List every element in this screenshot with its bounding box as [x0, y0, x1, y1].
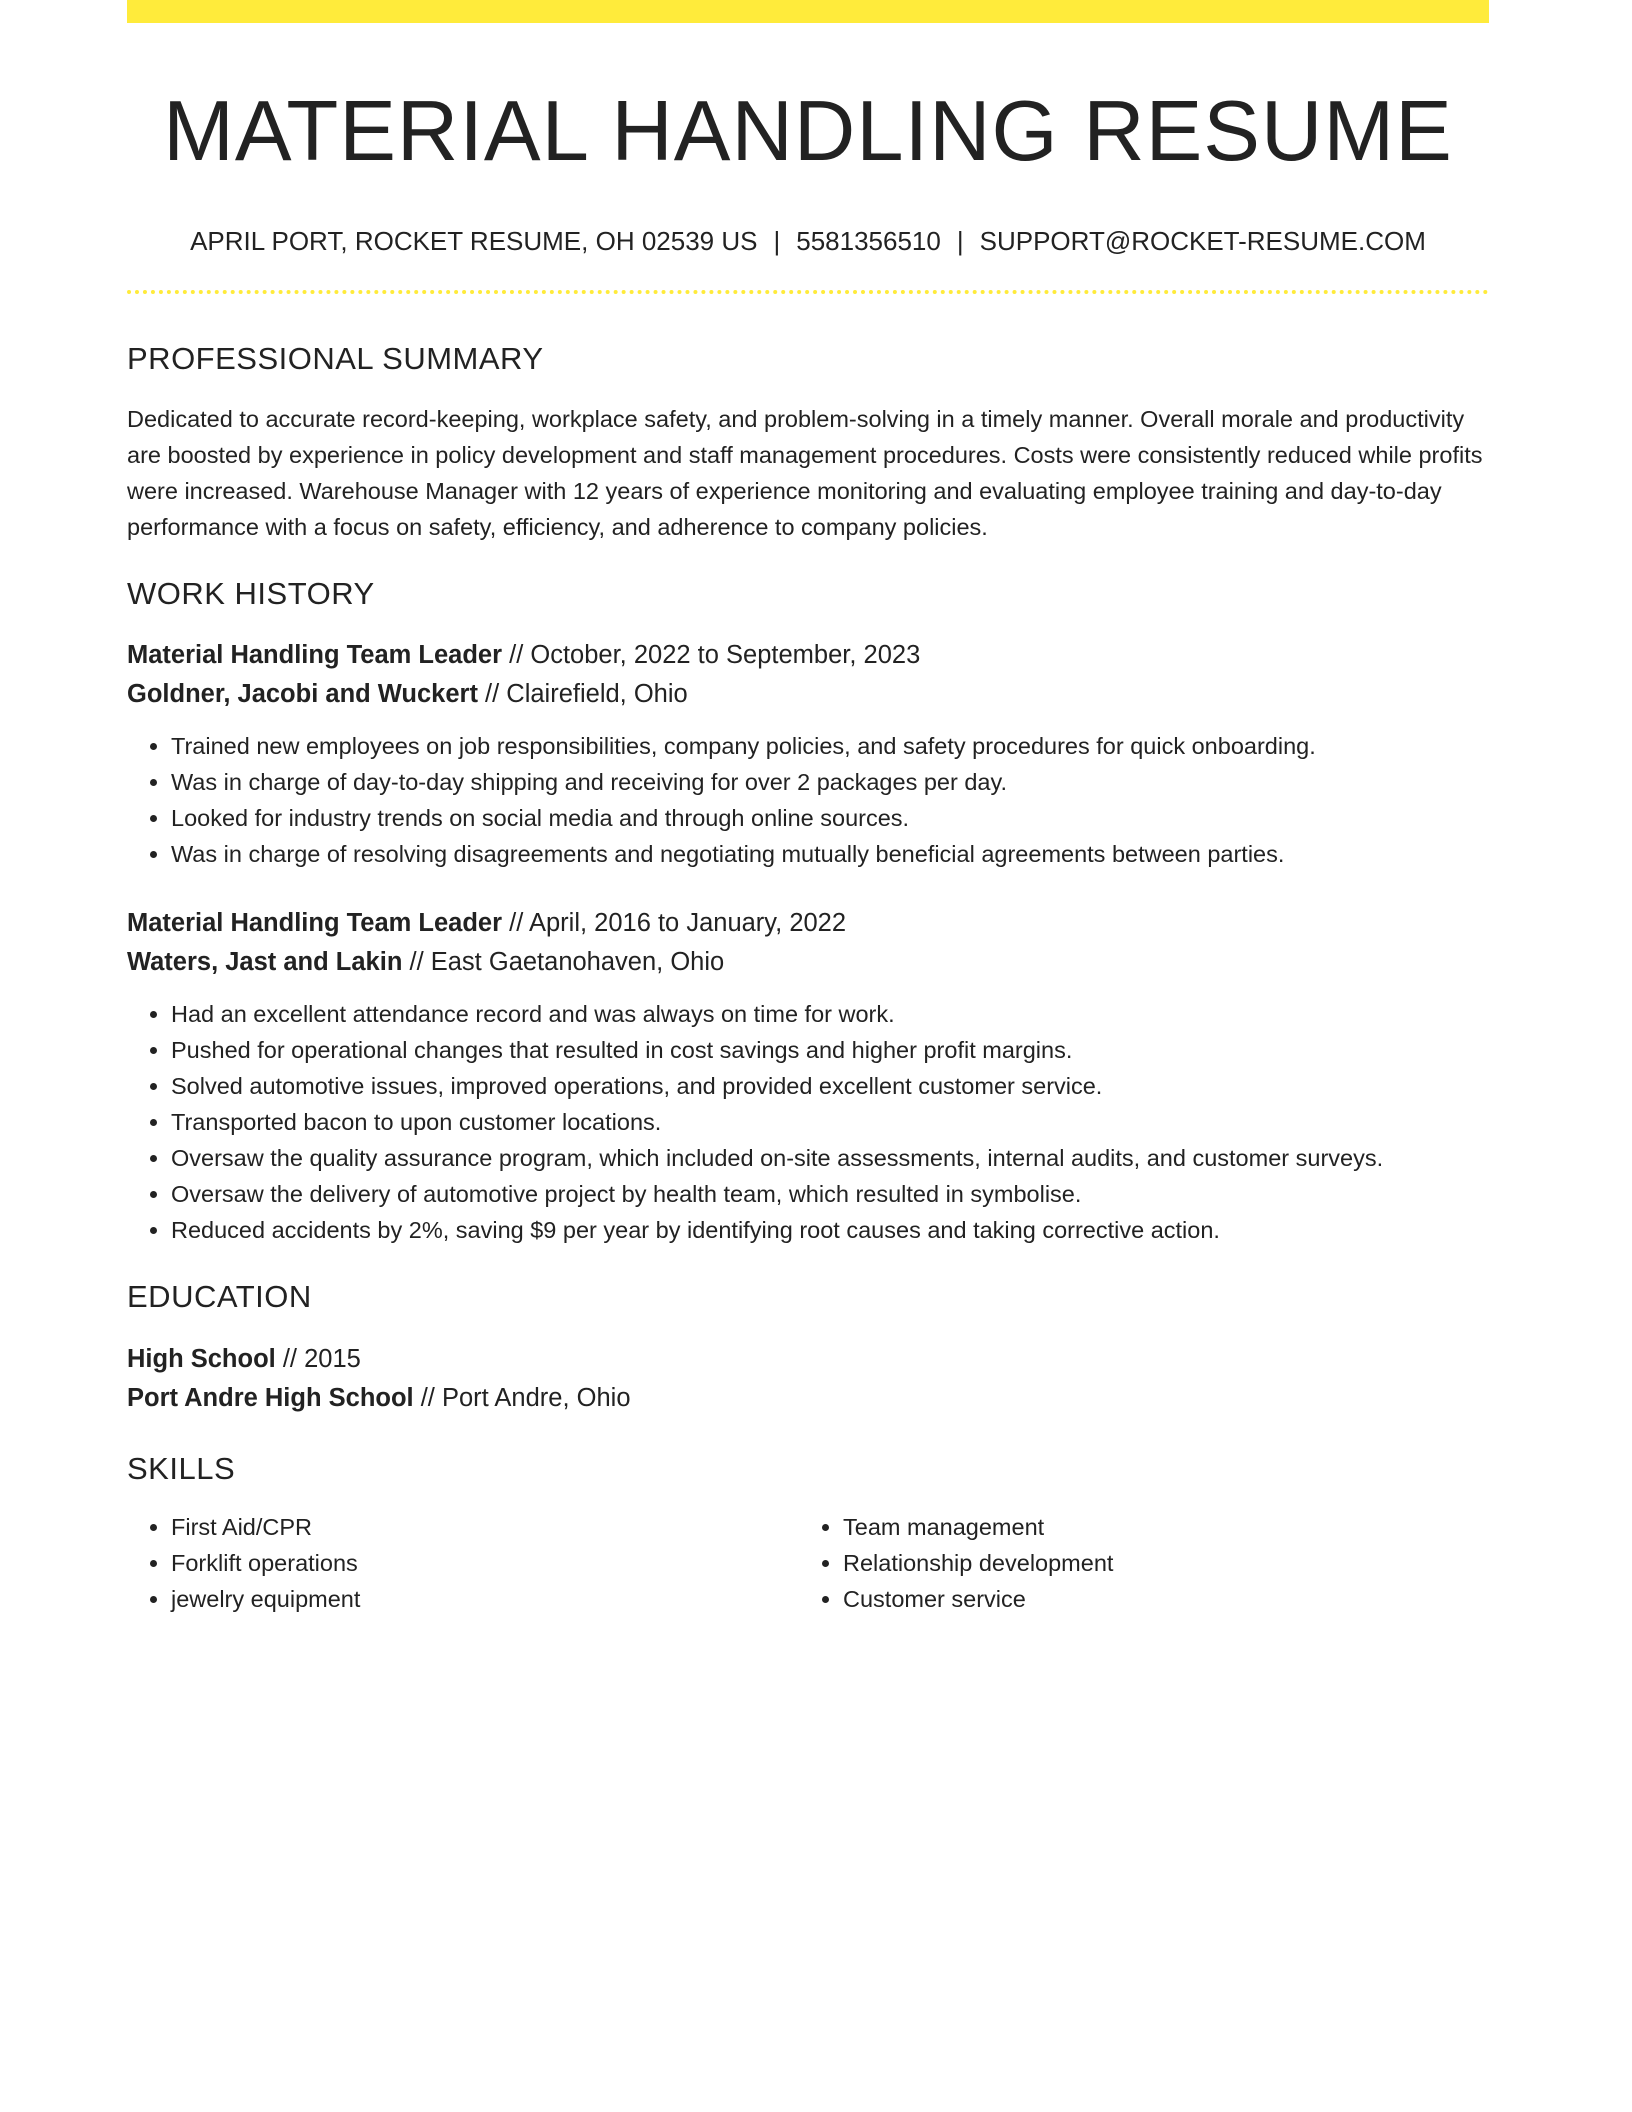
dotted-divider	[127, 290, 1489, 294]
contact-line	[127, 226, 1489, 257]
accent-bar	[127, 0, 1489, 23]
education-school: Port Andre High School	[127, 1383, 414, 1412]
job-dates: // April, 2016 to January, 2022	[502, 909, 847, 938]
job-title-line	[127, 904, 1489, 943]
skill-item: • First Aid/CPR	[171, 1509, 799, 1545]
job-location: // Clairefield, Ohio	[477, 680, 688, 709]
job-location: // East Gaetanohaven, Ohio	[402, 948, 725, 977]
job-company-line	[127, 675, 1489, 714]
job-bullet: • Pushed for operational changes that resulted in cost savings and higher profit margins.	[171, 1032, 1489, 1068]
job-entry	[127, 636, 1489, 872]
job-bullets	[127, 996, 1489, 1248]
education-year: // 2015	[275, 1344, 361, 1373]
contact-separator: |	[956, 225, 964, 256]
job-bullets	[127, 728, 1489, 872]
skills-grid	[127, 1509, 1489, 1617]
resume-title: MATERIAL HANDLING RESUME	[163, 84, 1453, 179]
education-entry	[127, 1340, 1489, 1418]
education-degree: High School	[127, 1344, 276, 1373]
job-company-line	[127, 943, 1489, 982]
skill-item: • Forklift operations	[171, 1545, 799, 1581]
job-title-line	[127, 636, 1489, 675]
skills-column-left	[127, 1509, 799, 1617]
skills-heading: SKILLS	[127, 1450, 236, 1486]
education-degree-line	[127, 1340, 1489, 1379]
job-entry	[127, 904, 1489, 1248]
contact-email[interactable]: SUPPORT@ROCKET-RESUME.COM	[979, 225, 1426, 256]
job-dates: // October, 2022 to September, 2023	[502, 641, 921, 670]
job-bullet: • Transported bacon to upon customer locations.	[171, 1104, 1489, 1140]
job-bullet: • Looked for industry trends on social media and through online sources.	[171, 800, 1489, 836]
education-school-line	[127, 1379, 1489, 1418]
job-bullet: • Reduced accidents by 2%, saving $9 per year by identifying root causes and taking corrective action.	[171, 1212, 1489, 1248]
job-company: Goldner, Jacobi and Wuckert	[127, 680, 478, 709]
job-bullet: • Solved automotive issues, improved operations, and provided excellent customer service.	[171, 1068, 1489, 1104]
job-bullet: • Oversaw the delivery of automotive project by health team, which resulted in symbolise.	[171, 1176, 1489, 1212]
job-bullet: • Had an excellent attendance record and was always on time for work.	[171, 996, 1489, 1032]
summary-text: Dedicated to accurate record-keeping, workplace safety, and problem-solving in a timely manner. Overall morale and productivity are boosted by experience in policy development and staff management procedures. Costs were consistently reduced while profits were increased. Warehouse Manager with 12 years of experience monitoring and evaluating employee training and day-to-day performance with a focus on safety, efficiency, and adherence to company policies.	[127, 406, 1483, 541]
summary-heading: PROFESSIONAL SUMMARY	[127, 340, 544, 376]
skills-column-right	[799, 1509, 1471, 1617]
skill-item: • Customer service	[843, 1581, 1471, 1617]
job-company: Waters, Jast and Lakin	[127, 948, 403, 977]
skill-item: • jewelry equipment	[171, 1581, 799, 1617]
contact-phone: 5581356510	[796, 225, 941, 256]
contact-address: APRIL PORT, ROCKET RESUME, OH 02539 US	[190, 225, 758, 256]
education-heading: EDUCATION	[127, 1279, 312, 1315]
skill-item: • Relationship development	[843, 1545, 1471, 1581]
skill-item: • Team management	[843, 1509, 1471, 1545]
education-location: // Port Andre, Ohio	[413, 1383, 631, 1412]
contact-separator: |	[773, 225, 781, 256]
job-bullet: • Trained new employees on job responsibilities, company policies, and safety procedures for quick onboarding.	[171, 728, 1489, 764]
job-title: Material Handling Team Leader	[127, 909, 503, 938]
job-bullet: • Oversaw the quality assurance program, which included on-site assessments, internal audits, and customer surveys.	[171, 1140, 1489, 1176]
work-history-heading: WORK HISTORY	[127, 576, 375, 612]
job-bullet: • Was in charge of resolving disagreements and negotiating mutually beneficial agreements between parties.	[171, 836, 1489, 872]
job-bullet: • Was in charge of day-to-day shipping and receiving for over 2 packages per day.	[171, 764, 1489, 800]
job-title: Material Handling Team Leader	[127, 641, 503, 670]
resume-page	[127, 0, 1489, 1617]
